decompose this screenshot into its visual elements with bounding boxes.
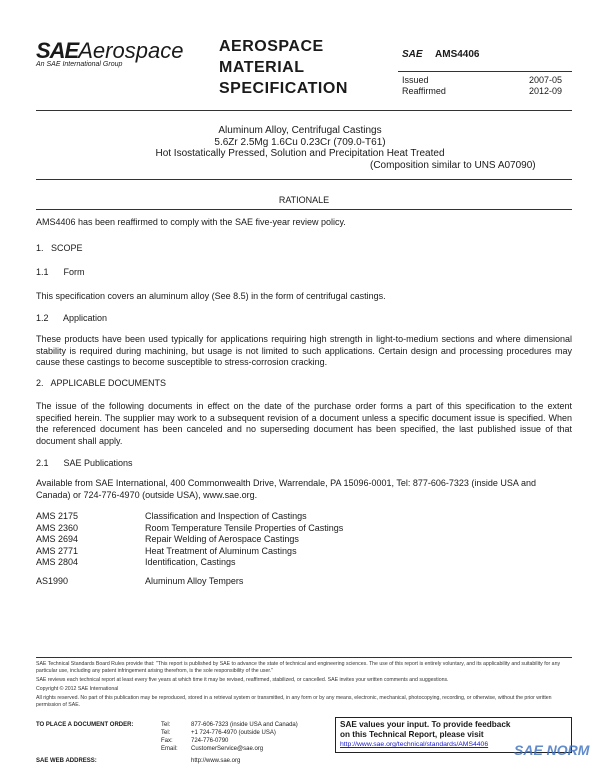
- contact-value: CustomerService@sae.org: [191, 746, 264, 752]
- reference-code: AMS 2360: [36, 522, 79, 533]
- document-type-title: [219, 36, 379, 99]
- footer-review-policy: SAE reviews each technical report at least every five years at which time it may be revised, reaffirmed, stabilized, or cancelled. SAE invites your written comments and suggestions.: [36, 677, 449, 683]
- web-address-value: http://www.sae.org: [191, 758, 241, 764]
- section-1-heading: 1. SCOPE: [36, 243, 83, 253]
- reference-code: AMS 2694: [36, 534, 79, 544]
- doc-number-block: [402, 44, 572, 62]
- sae-aerospace-logo: [36, 38, 196, 72]
- reference-code: AMS 2175: [36, 511, 79, 521]
- web-address-label: SAE WEB ADDRESS:: [36, 758, 97, 764]
- contact-label: Tel:: [161, 730, 171, 736]
- section-1-1-heading: 1.1 Form: [36, 267, 85, 277]
- reference-title: Repair Welding of Aerospace Castings: [145, 534, 299, 544]
- reference-code: AMS 2771: [36, 545, 79, 556]
- footer-legal: [36, 661, 572, 709]
- sae-norm-watermark: SAE NORM: [514, 742, 590, 758]
- reference-title: Heat Treatment of Aluminum Castings: [145, 545, 297, 556]
- feedback-text-1: SAE values your input. To provide feedback: [340, 720, 511, 729]
- issue-dates: [402, 75, 572, 97]
- logo-sae-text: SAE: [36, 38, 79, 63]
- header-bottom-rule: [36, 110, 572, 111]
- reference-code: AMS 2804: [36, 557, 79, 567]
- title-line-2: MATERIAL: [219, 59, 305, 76]
- feedback-link[interactable]: http://www.sae.org/technical/standards/AMS4406: [340, 741, 489, 748]
- feedback-text-2: on this Technical Report, please visit: [340, 730, 484, 739]
- rationale-rule: [36, 209, 572, 210]
- contact-label: Email:: [161, 746, 178, 752]
- reference-title: Classification and Inspection of Castings: [145, 511, 307, 521]
- header-divider: [398, 71, 572, 72]
- reaffirmed-label: Reaffirmed: [402, 86, 446, 96]
- title-bottom-rule: [36, 179, 572, 180]
- reference-row: [36, 557, 572, 569]
- section-2-1-text: Available from SAE International, 400 Commonwealth Drive, Warrendale, PA 15096-0001, Tel: 877-606-7323 (inside USA and Canada) or 724-776-4970 (outside USA), www.sae.org.: [36, 478, 536, 500]
- title-uns: (Composition similar to UNS A07090): [370, 160, 536, 171]
- document-number: AMS4406: [435, 49, 480, 60]
- issued-value: 2007-05: [528, 75, 562, 85]
- reference-row: [36, 546, 572, 558]
- order-contacts: [161, 721, 298, 753]
- contact-value: 877-606-7323 (inside USA and Canada): [191, 722, 298, 728]
- issued-label: Issued: [402, 75, 429, 85]
- reference-code: AS1990: [36, 576, 69, 586]
- section-1-2-heading: 1.2 Application: [36, 313, 108, 323]
- contact-label: Fax:: [161, 738, 173, 744]
- footer-rule: [36, 657, 572, 658]
- reference-row: [36, 523, 572, 535]
- section-1-1-text: This specification covers an aluminum alloy (See 8.5) in the form of centrifugal castings.: [36, 291, 386, 301]
- contact-value: +1 724-776-4970 (outside USA): [191, 730, 276, 736]
- reference-title: Room Temperature Tensile Properties of Castings: [145, 522, 344, 533]
- footer-rights: All rights reserved. No part of this publication may be reproduced, stored in a retrieval system or transmitted, in any form or by any means, electronic, mechanical, photocopying, recording, or otherwise, without the prior written permission of SAE.: [36, 695, 552, 708]
- contact-value: 724-776-0790: [191, 738, 229, 744]
- section-2-heading: 2. APPLICABLE DOCUMENTS: [36, 378, 167, 388]
- title-line-1: AEROSPACE: [219, 38, 324, 55]
- title-line-3: SPECIFICATION: [219, 80, 348, 97]
- section-2-text: The issue of the following documents in effect on the date of the purchase order forms a part of this specification to the extent specified herein. The supplier may work to a subsequent revision of a document unless a specific document issue is specified. When the referenced document has been canceled and no superseding document has been specified, the last published issue of that document shall apply.: [36, 401, 572, 446]
- order-label: TO PLACE A DOCUMENT ORDER:: [36, 722, 134, 728]
- reaffirmed-value: 2012-09: [528, 86, 562, 96]
- title-material: Aluminum Alloy, Centrifugal Castings: [218, 125, 382, 136]
- reference-title: Aluminum Alloy Tempers: [145, 576, 244, 586]
- section-1-2-text: These products have been used typically for applications requiring high strength in light-to-medium sections and where dimensional stability is required during machining, but usage is not limited to such applications. Certain design and processing procedures may cause these castings to become susceptible to stress-corrosion cracking.: [36, 334, 572, 367]
- footer-copyright: Copyright © 2012 SAE International: [36, 686, 119, 692]
- rationale-text: AMS4406 has been reaffirmed to comply with the SAE five-year review policy.: [36, 217, 346, 227]
- reference-title: Identification, Castings: [145, 557, 236, 567]
- contact-label: Tel:: [161, 722, 171, 728]
- title-condition: Hot Isostatically Pressed, Solution and Precipitation Heat Treated: [155, 148, 445, 159]
- title-composition: 5.6Zr 2.5Mg 1.6Cu 0.23Cr (709.0-T61): [214, 136, 386, 148]
- document-title: [100, 125, 500, 160]
- reference-list: [36, 511, 572, 569]
- order-info: [36, 721, 336, 765]
- logo-aerospace-text: Aerospace: [78, 38, 184, 63]
- reference-row: [36, 534, 572, 546]
- sae-small-logo: SAE: [402, 49, 423, 60]
- section-2-1-heading: 2.1 SAE Publications: [36, 458, 133, 468]
- rationale-heading: RATIONALE: [278, 195, 330, 205]
- footer-standards-rules: SAE Technical Standards Board Rules provide that: "This report is published by SAE to advance the state of technical and engineering sciences. The use of this report is entirely voluntary, and its applicability and suitability for any particular use, including any patent infringement arising therefrom, is the sole responsibility of the user.": [36, 661, 561, 674]
- logo-subtitle: An SAE International Group: [36, 61, 123, 68]
- reference-row: [36, 511, 572, 523]
- reference-row-extra: [36, 576, 243, 588]
